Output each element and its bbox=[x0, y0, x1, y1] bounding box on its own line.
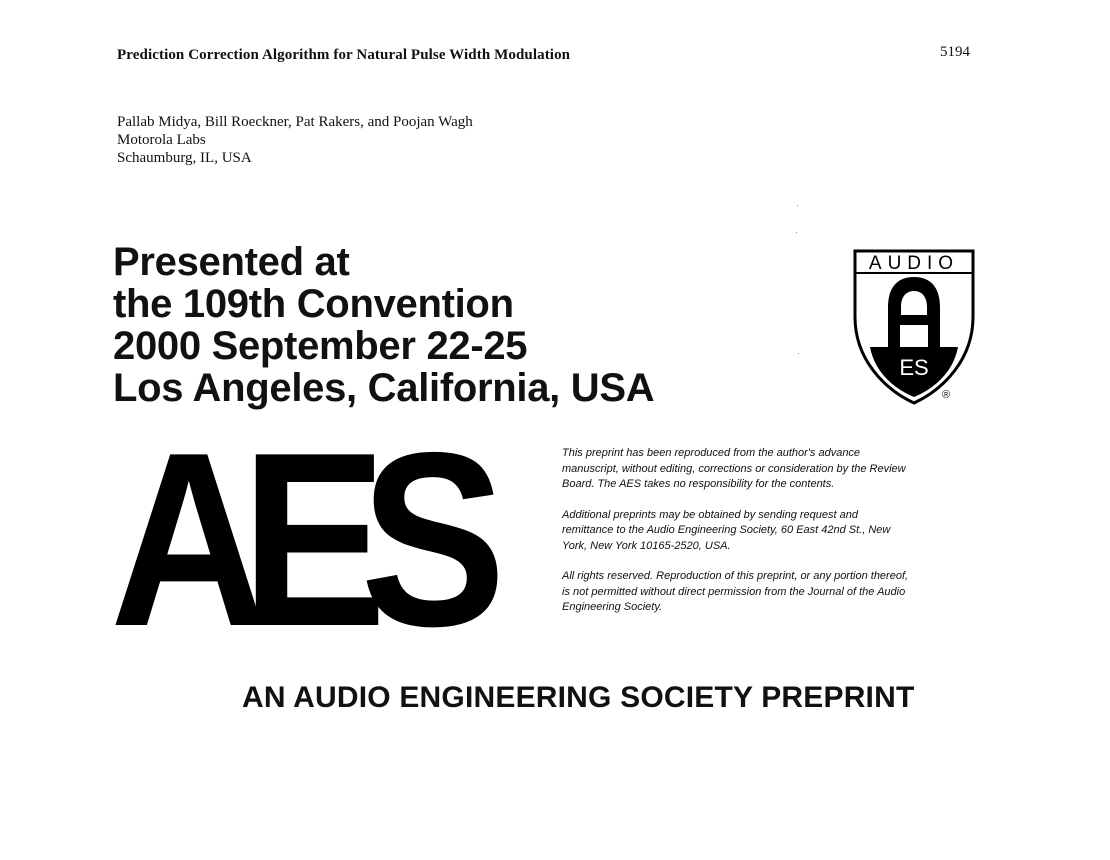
seal-bottom-text: ES bbox=[899, 355, 929, 380]
scan-speck bbox=[797, 205, 798, 206]
aes-seal-logo-icon bbox=[852, 247, 976, 407]
convention-line-1: Presented at bbox=[113, 240, 350, 284]
convention-line-3: 2000 September 22-25 bbox=[113, 324, 528, 368]
author-names: Pallab Midya, Bill Roeckner, Pat Rakers, and Poojan Wagh bbox=[117, 114, 473, 130]
notice-paragraph-3: All rights reserved. Reproduction of this preprint, or any portion thereof, is not permitted without direct permission from the Journal of the Audio Engineering Society. bbox=[562, 570, 909, 613]
paper-title: Prediction Correction Algorithm for Natural Pulse Width Modulation bbox=[117, 47, 571, 63]
authors-block bbox=[117, 113, 473, 167]
registered-mark: ® bbox=[942, 389, 951, 401]
convention-info bbox=[113, 241, 654, 409]
scan-speck bbox=[796, 232, 797, 233]
preprint-number: 5194 bbox=[940, 44, 970, 60]
author-location: Schaumburg, IL, USA bbox=[117, 150, 252, 166]
seal-top-text: AUDIO bbox=[868, 253, 960, 274]
preprint-notice bbox=[562, 446, 912, 631]
aes-logo-text: AES bbox=[110, 400, 480, 678]
convention-line-4: Los Angeles, California, USA bbox=[113, 366, 655, 410]
footer-banner: AN AUDIO ENGINEERING SOCIETY PREPRINT bbox=[242, 681, 915, 714]
scan-speck bbox=[798, 353, 799, 354]
convention-line-2: the 109th Convention bbox=[113, 282, 514, 326]
author-affiliation: Motorola Labs bbox=[117, 132, 206, 148]
notice-paragraph-2: Additional preprints may be obtained by sending request and remittance to the Audio Engineering Society, 60 East 42nd St., New York, New York 10165-2520, USA. bbox=[562, 508, 891, 552]
notice-paragraph-1: This preprint has been reproduced from the author's advance manuscript, without editing, corrections or consideration by the Review Board. The AES takes no responsibility for the contents. bbox=[562, 447, 906, 490]
